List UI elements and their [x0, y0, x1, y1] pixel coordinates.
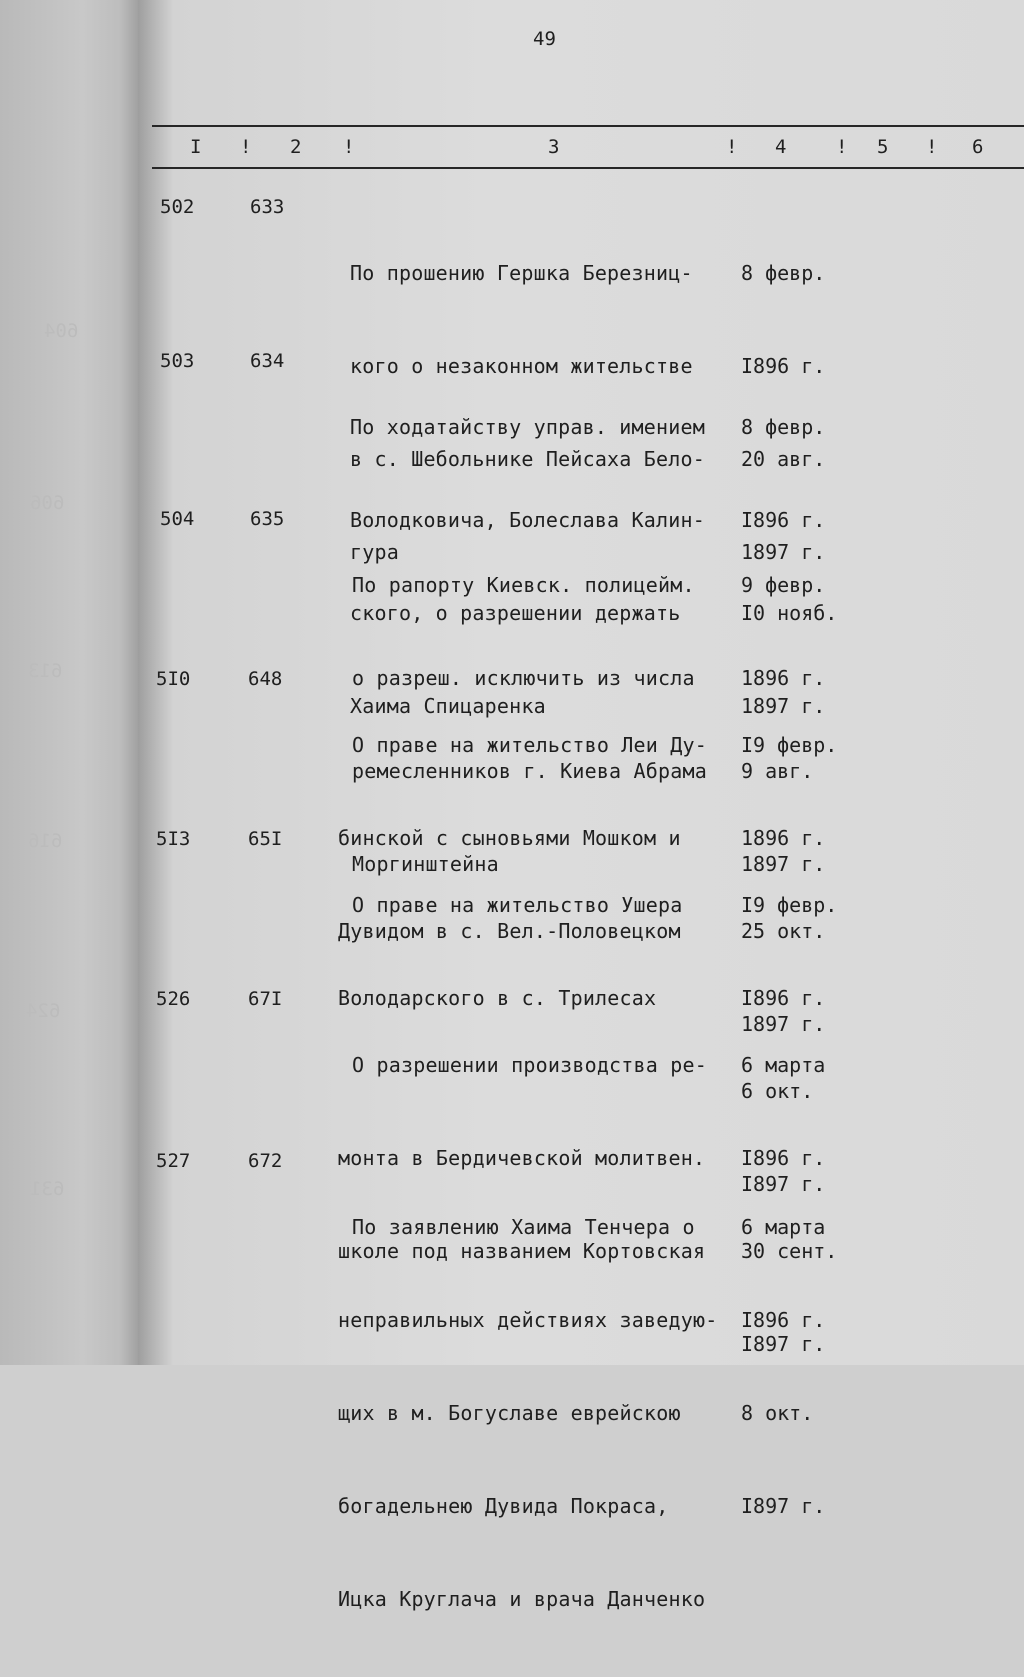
date-line: 1897 г. — [741, 852, 826, 876]
header-col6: 6 — [972, 136, 984, 158]
header-separator: ! — [836, 136, 848, 158]
bleed-through-number: 606 — [30, 492, 65, 514]
text-line: По рапорту Киевск. полицейм. — [352, 573, 695, 597]
header-col5: 5 — [877, 136, 889, 158]
text-line: О разрешении производства ре- — [352, 1053, 707, 1077]
header-bottom-rule — [152, 167, 1024, 169]
date-line: 1896 г. — [741, 666, 826, 690]
header-top-rule — [152, 125, 1024, 127]
text-line: Володковича, Болеслава Калин- — [350, 508, 705, 532]
date-line: 1896 г. — [741, 826, 826, 850]
date-line: I897 г. — [741, 1172, 826, 1196]
record-dates — [741, 1150, 825, 1584]
date-line: I896 г. — [741, 1308, 826, 1332]
text-line: О праве на жительство Леи Ду- — [352, 733, 707, 757]
date-line: 9 авг. — [741, 759, 814, 783]
text-line: неправильных действиях заведую- — [338, 1308, 718, 1332]
bleed-through-number: 631 — [30, 1178, 65, 1200]
date-line: 1897 г. — [741, 540, 826, 564]
text-line: По ходатайству управ. имением — [350, 415, 705, 439]
record-col2: 635 — [250, 508, 285, 530]
text-line: щих в м. Богуславе еврейскою — [338, 1401, 681, 1425]
bleed-through-number: 613 — [28, 660, 63, 682]
header-col2: 2 — [290, 136, 302, 158]
record-col2: 67I — [248, 988, 283, 1010]
text-line: богадельнею Дувида Покраса, — [338, 1494, 669, 1518]
date-line: I896 г. — [741, 986, 826, 1010]
date-line: I896 г. — [741, 354, 826, 378]
bleed-through-number: 604 — [44, 320, 79, 342]
date-line: 20 авг. — [741, 447, 826, 471]
date-line: 25 окт. — [741, 919, 826, 943]
text-line: По прошению Гершка Березниц- — [350, 261, 693, 285]
date-line: 1897 г. — [741, 694, 826, 718]
header-col1: I — [190, 136, 202, 158]
text-line: Володарского в с. Трилесах — [338, 986, 657, 1010]
date-line: 1897 г. — [741, 1012, 826, 1036]
header-col4: 4 — [775, 136, 787, 158]
text-line: Дувидом в с. Вел.-Половецком — [338, 919, 681, 943]
text-line: кого о незаконном жительстве — [350, 354, 693, 378]
text-line: О праве на жительство Ушера — [352, 893, 683, 917]
header-col3: 3 — [548, 136, 560, 158]
date-line: I0 нояб. — [741, 601, 838, 625]
date-line: 30 сент. — [741, 1239, 838, 1263]
record-description — [338, 1150, 738, 1677]
date-line: I9 февр. — [741, 893, 838, 917]
date-line: I897 г. — [741, 1332, 826, 1356]
page-number: 49 — [533, 28, 556, 50]
date-line: 6 окт. — [741, 1079, 814, 1103]
text-line: По заявлению Хаима Тенчера о — [352, 1215, 695, 1239]
record-col2: 65I — [248, 828, 283, 850]
bleed-through-number: 616 — [28, 830, 63, 852]
record-col1: 527 — [156, 1150, 191, 1172]
record-col1: 504 — [160, 508, 195, 530]
record-col2: 634 — [250, 350, 285, 372]
text-line: бинской с сыновьями Мошком и — [338, 826, 681, 850]
record-col1: 5I0 — [156, 668, 191, 690]
bleed-through-number: 624 — [26, 1000, 61, 1022]
record-col1: 526 — [156, 988, 191, 1010]
text-line: ского, о разрешении держать — [350, 601, 681, 625]
text-line: ремесленников г. Киева Абрама — [352, 759, 707, 783]
record-col2: 633 — [250, 196, 285, 218]
text-line: школе под названием Кортовская — [338, 1239, 706, 1263]
text-line: в с. Шебольнике Пейсаха Бело- — [350, 447, 705, 471]
book-gutter — [0, 0, 150, 1365]
date-line: 6 марта — [741, 1215, 826, 1239]
date-line: 9 февр. — [741, 573, 826, 597]
record-col2: 672 — [248, 1150, 283, 1172]
text-line: монта в Бердичевской молитвен. — [338, 1146, 706, 1170]
header-separator: ! — [726, 136, 738, 158]
header-separator: ! — [343, 136, 355, 158]
date-line: I897 г. — [741, 1494, 826, 1518]
date-line: I896 г. — [741, 1146, 826, 1170]
date-line: 8 февр. — [741, 261, 826, 285]
text-line: Моргинштейна — [352, 852, 499, 876]
record-col1: 502 — [160, 196, 195, 218]
record-col1: 5I3 — [156, 828, 191, 850]
text-line: Ицка Круглача и врача Данченко — [338, 1587, 706, 1611]
header-separator: ! — [926, 136, 938, 158]
date-line: I9 февр. — [741, 733, 838, 757]
text-line: гура — [350, 540, 399, 564]
text-line: о разреш. исключить из числа — [352, 666, 695, 690]
record-col2: 648 — [248, 668, 283, 690]
date-line: 6 марта — [741, 1053, 826, 1077]
text-line: Хаима Спицаренка — [350, 694, 546, 718]
header-separator: ! — [240, 136, 252, 158]
date-line: 8 февр. — [741, 415, 826, 439]
date-line: I896 г. — [741, 508, 826, 532]
record-col1: 503 — [160, 350, 195, 372]
date-line: 8 окт. — [741, 1401, 814, 1425]
